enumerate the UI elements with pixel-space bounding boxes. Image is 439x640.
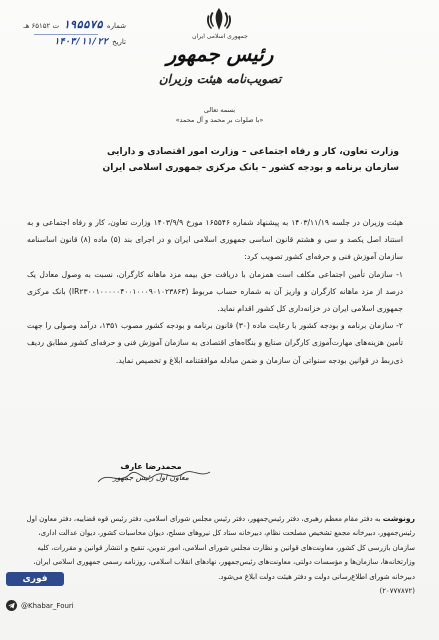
channel-tag[interactable] [6, 600, 74, 611]
number-suffix: ت ۶۵۱۵۲ هـ [23, 22, 60, 30]
government-name: جمهوری اسلامی ایران [192, 33, 248, 40]
intro-paragraph: هیئت وزیران در جلسه ۱۴۰۳/۱۱/۱۹ به پیشنهاد شماره ۱۶۵۵۴۶ مورخ ۱۴۰۳/۹/۹ وزارت تعاون، کار و رفاه اجتماعی و به استناد اصل یکصد و سی و هشتم قانون اساسی جمهوری اسلامی ایران و در اجرای بند (۵) ماده (۸) قانون اساسنامه سازمان آموزش فنی و حرفه‌ای کشور تصویب کرد: [27, 218, 403, 262]
bismillah: بسمه تعالی [203, 106, 236, 114]
signature-block [96, 462, 206, 482]
clause-1: ۱- سازمان تأمین اجتماعی مکلف است همزمان با دریافت حق بیمه مزد ماهانه کارگران، نسبت به وصول معادل یک درصد از مزد ماهانه کارگران و واریز آن به شماره حساب مربوط (IR۲۳۰۰۱۰۰۰۰۰۴۰۰۱۰۰۰۹۰۱۰۲۳۸۶۳) بانک مرکزی جمهوری اسلامی ایران در خزانه‌داری کل کشور اقدام نماید. [27, 269, 403, 314]
signatory-title: معاون اول رئیس جمهور [113, 473, 189, 482]
telegram-icon [6, 600, 17, 611]
reference-block [6, 18, 126, 49]
date-row [6, 35, 126, 49]
clause-2: ۲- سازمان برنامه و بودجه کشور با رعایت ماده (۳۰) قانون برنامه و بودجه کشور مصوب ۱۳۵۱، درآمد وصولی را جهت تأمین هزینه‌های مهارت‌آموزی کارگران صنایع و بنگاه‌های اقتصادی به سازمان آموزش فنی و حرفه‌ای کشور مطابق ردیف ذی‌ربط در قوانین بودجه سنواتی آن سازمان و ضمن مبادله موافقتنامه ابلاغ و تخصیص نماید. [27, 321, 403, 365]
decree-body [27, 214, 403, 369]
copy-label: رونوشت [382, 514, 415, 523]
recipients [59, 144, 399, 176]
office-title: رئیس جمهور [166, 42, 274, 66]
copy-distribution [19, 512, 415, 598]
date-label: تاریخ [112, 38, 126, 46]
recipient-line: سازمان برنامه و بودجه کشور – بانک مرکزی جمهوری اسلامی ایران [102, 163, 399, 173]
number-label: شماره [106, 22, 126, 30]
signatory-name: محمدرضا عارف [120, 462, 182, 471]
recipient-line: وزارت تعاون، کار و رفاه اجتماعی – وزارت امور اقتصادی و دارایی [106, 147, 399, 157]
number-row [6, 18, 126, 33]
signature-scribble-icon [88, 464, 218, 490]
iran-emblem-icon [204, 6, 234, 32]
date-value: ۱۴۰۳/۱۱/۲۲ [53, 37, 109, 47]
news-badge: فوری [6, 572, 64, 586]
channel-handle: @Khabar_Fouri [21, 601, 74, 610]
copy-code: (۲۰۷۷۷۸۷۲) [379, 587, 415, 596]
salawat: «با صلوات بر محمد و آل محمد» [175, 116, 264, 124]
copy-text: به دفتر مقام معظم رهبری، دفتر رئیس‌جمهور، دفتر رئیس مجلس شورای اسلامی، دفتر رئیس قوه قضاییه، دفتر معاون اول رئیس‌جمهور، دبیرخانه مجمع تشخیص مصلحت نظام، دبیرخانه ستاد کل نیروهای مسلح، دیوان محاسبات کشور، دیوان عدالت اداری، سازمان بازرسی کل کشور، معاونت‌های قوانین و نظارت مجلس شورای اسلامی، امور تدوین، تنقیح و انتشار قوانین و مقررات، کلیه وزارتخانه‌ها، سازمان‌ها و مؤسسات دولتی، معاونت‌های رئیس‌جمهور، نهادهای انقلاب اسلامی، روزنامه رسمی جمهوری اسلامی ایران، دبیرخانه شورای اطلاع‌رسانی دولت و دفتر هیئت دولت ابلاغ می‌شود. [26, 515, 415, 581]
number-value: ۱۹۵۵۷۵ [63, 18, 103, 31]
document-type: تصویب‌نامه هیئت وزیران [158, 72, 282, 86]
